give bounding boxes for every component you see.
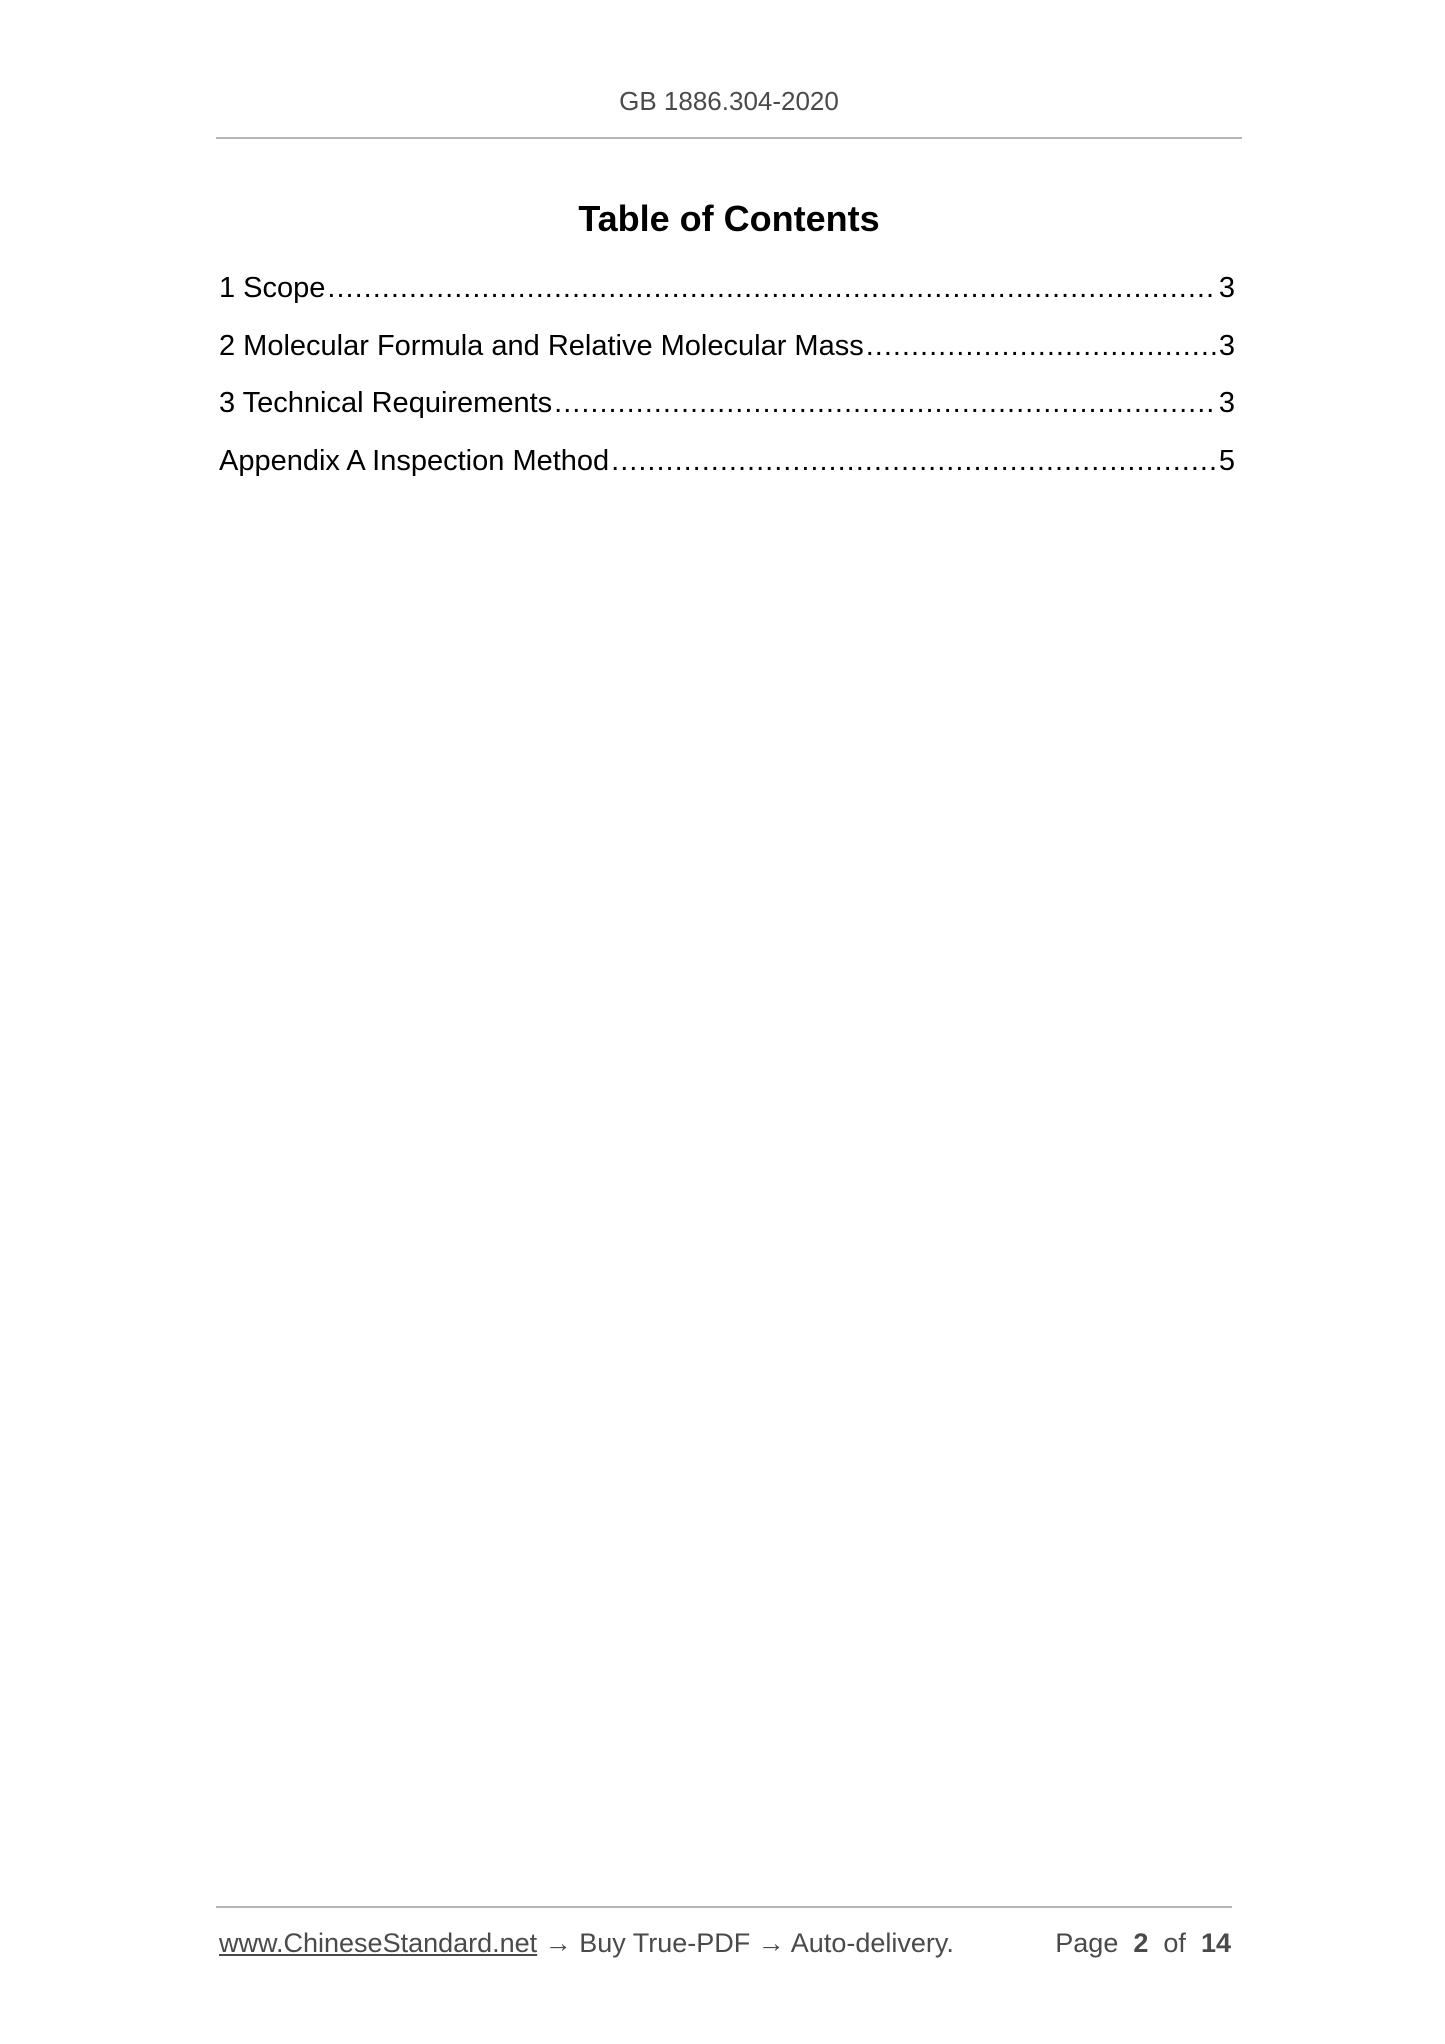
toc-dot-leader bbox=[611, 441, 1217, 481]
toc-entry-page: 3 bbox=[1218, 272, 1235, 304]
toc-entry-label: 1 Scope bbox=[219, 272, 326, 304]
toc-dot-leader bbox=[554, 383, 1217, 423]
toc-title: Table of Contents bbox=[578, 198, 880, 239]
page-word: Page bbox=[1055, 1928, 1119, 1958]
toc-entry-page: 3 bbox=[1218, 387, 1235, 419]
buy-text: Buy True-PDF bbox=[579, 1928, 751, 1958]
header-divider bbox=[216, 137, 1242, 139]
footer-promo bbox=[219, 1928, 954, 1959]
toc-entry-technical-requirements[interactable] bbox=[219, 383, 1235, 441]
arrow-right-icon: → bbox=[544, 1928, 572, 1958]
toc-entry-appendix-a[interactable] bbox=[219, 441, 1235, 499]
site-link[interactable]: www.ChineseStandard.net bbox=[219, 1928, 538, 1958]
toc-entry-page: 3 bbox=[1218, 329, 1235, 362]
toc-entry-label: 2 Molecular Formula and Relative Molecular Mass bbox=[219, 329, 864, 362]
delivery-text: Auto-delivery. bbox=[790, 1928, 954, 1958]
arrow-right-icon: → bbox=[757, 1928, 785, 1958]
page-indicator bbox=[1055, 1928, 1231, 1959]
toc-entry-scope[interactable] bbox=[219, 268, 1235, 326]
toc-dot-leader bbox=[327, 268, 1216, 308]
toc-list bbox=[219, 268, 1235, 498]
of-word: of bbox=[1163, 1928, 1186, 1958]
toc-dot-leader bbox=[866, 326, 1217, 366]
total-pages: 14 bbox=[1200, 1928, 1231, 1958]
toc-entry-molecular-formula[interactable] bbox=[219, 326, 1235, 384]
toc-entry-label: 3 Technical Requirements bbox=[219, 387, 553, 419]
toc-entry-page: 5 bbox=[1218, 444, 1235, 477]
page-header-standard-code: GB 1886.304-2020 bbox=[619, 86, 839, 116]
page-footer bbox=[219, 1928, 1231, 1959]
toc-entry-label: Appendix A Inspection Method bbox=[219, 444, 610, 477]
page-number: 2 bbox=[1133, 1928, 1149, 1958]
footer-divider bbox=[216, 1906, 1232, 1908]
